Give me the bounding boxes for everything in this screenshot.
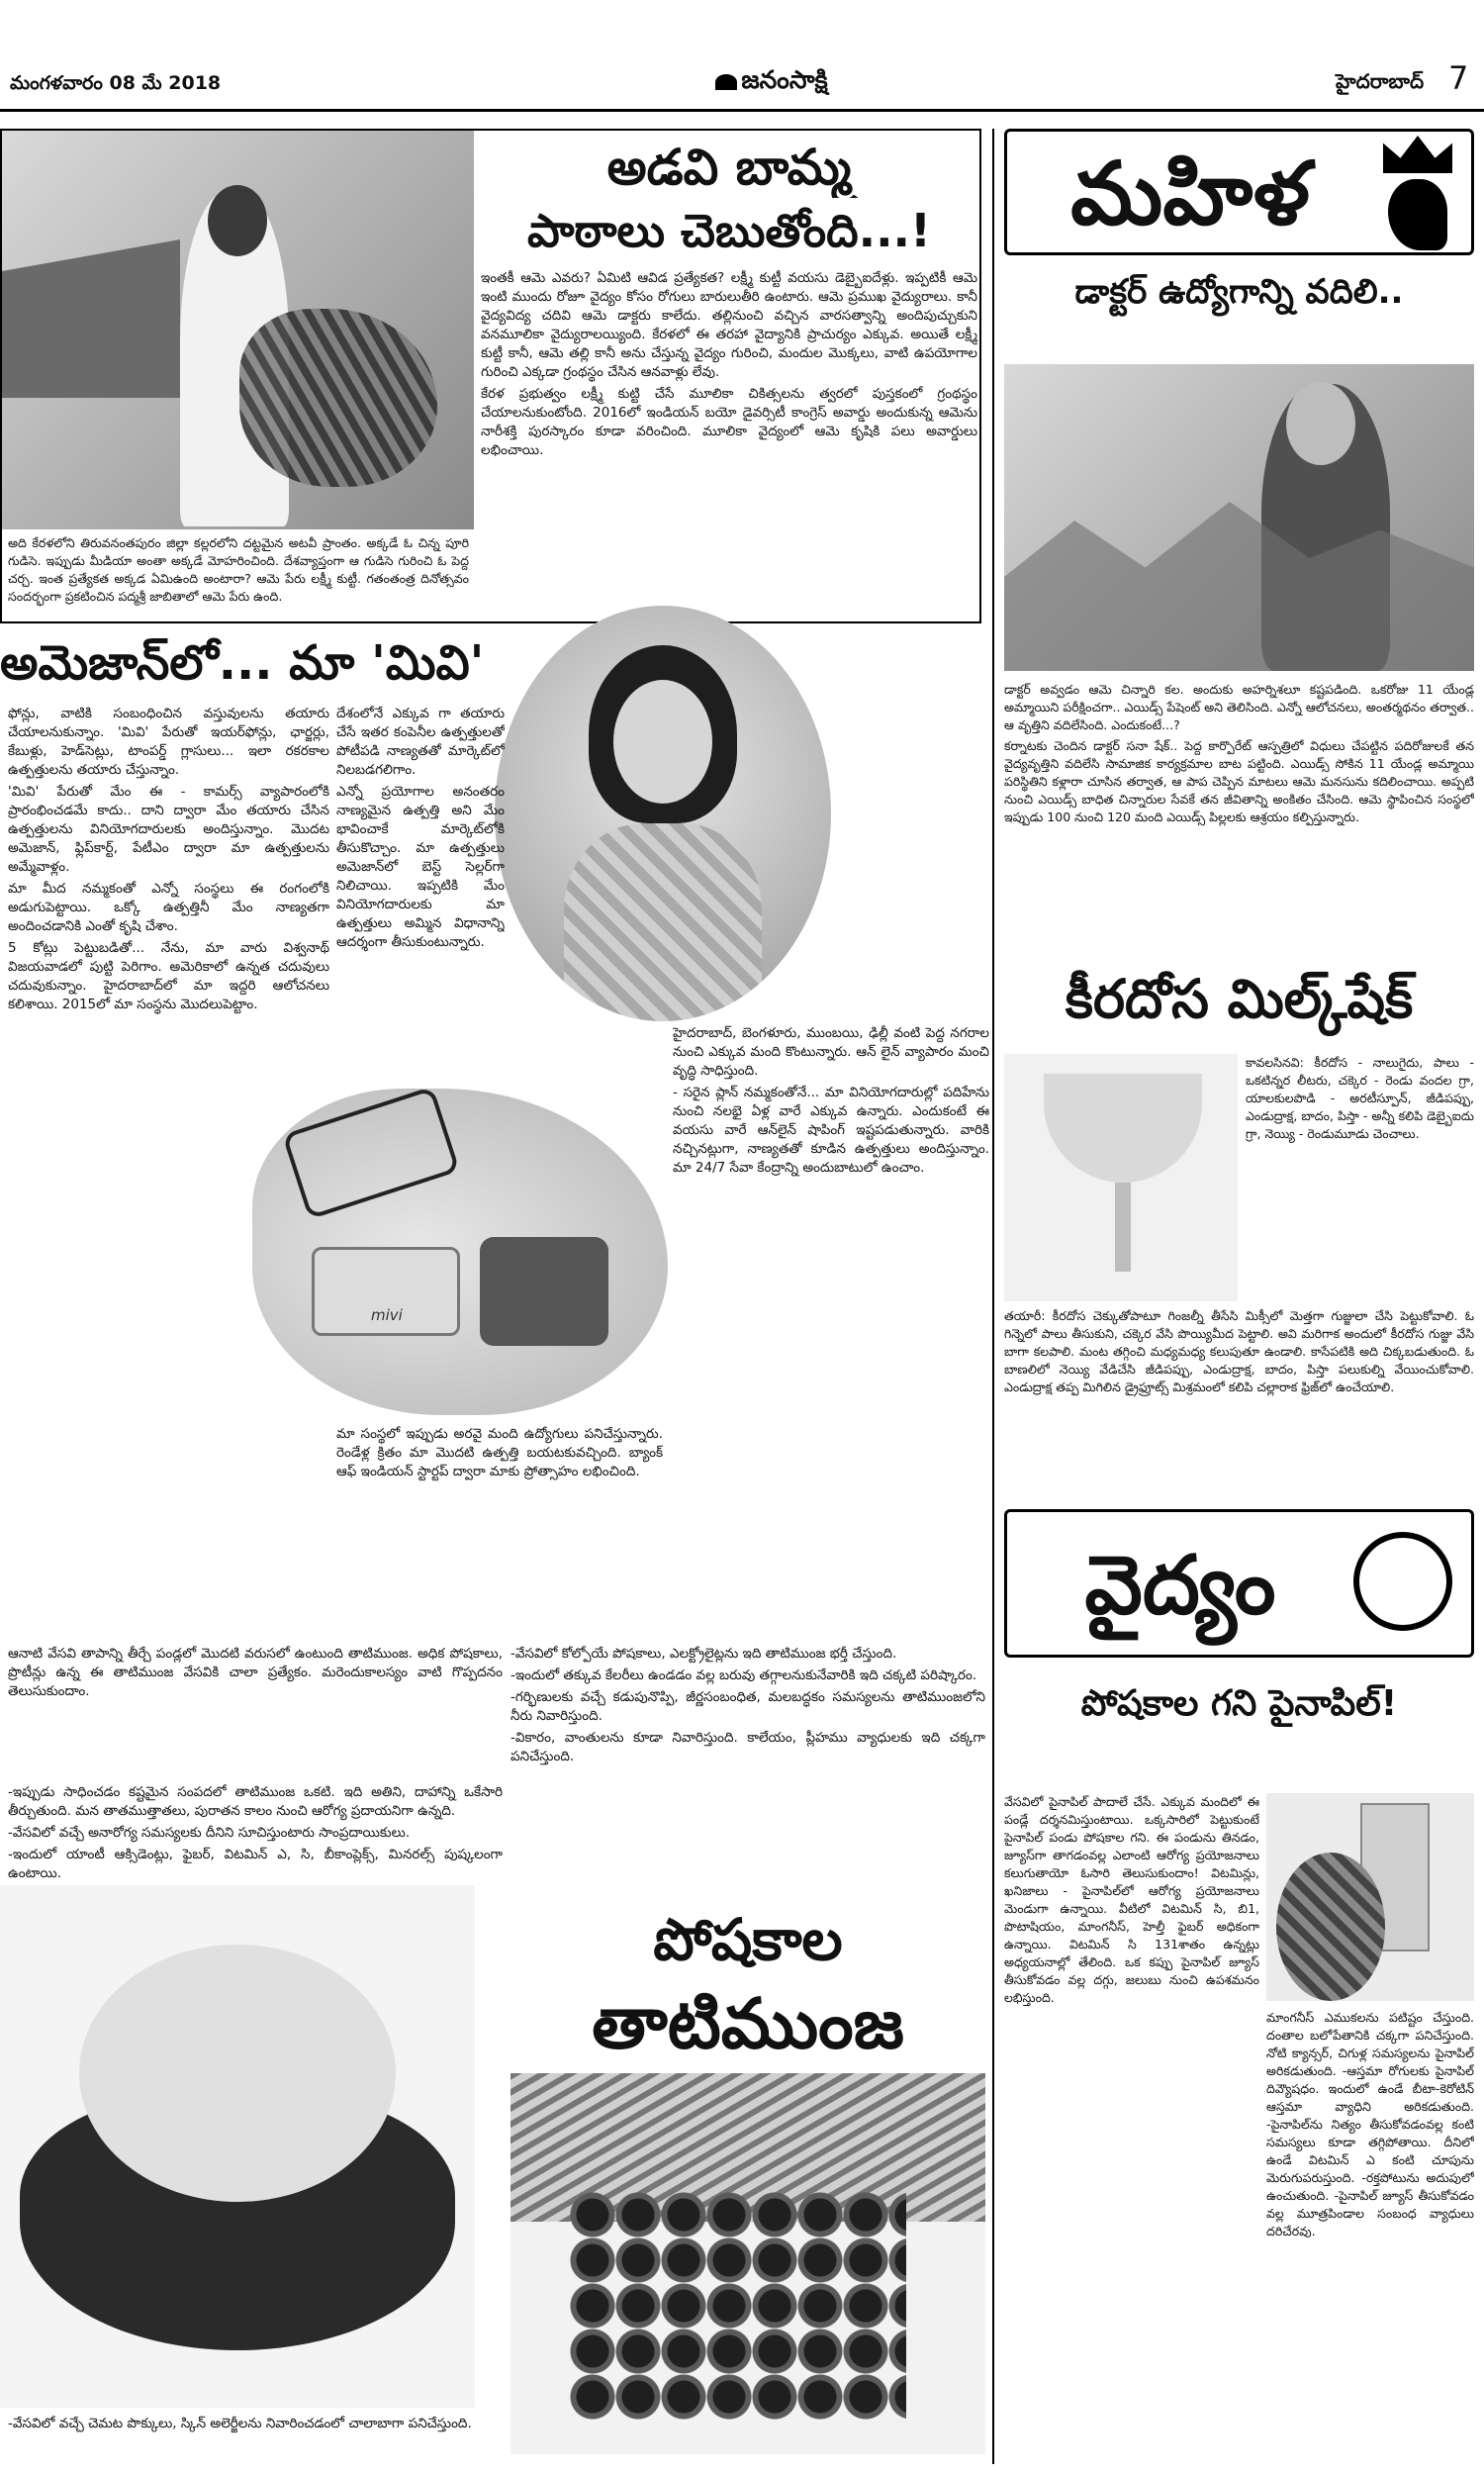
palm-points-left <box>8 1783 503 1882</box>
hut-roof-shape <box>2 239 180 398</box>
health-banner <box>1004 1509 1474 1658</box>
forest-body <box>481 269 977 619</box>
pineapple-shape <box>1276 1853 1385 2001</box>
palm-point: -గర్భిణులకు వచ్చే కడుపునొప్పి, జీర్ణసంబంధిత, మలబద్ధకం సమస్యలను తాటిముంజలోని నీరు నివారిస్తుంది. <box>510 1689 985 1724</box>
glass-shape <box>1044 1074 1202 1183</box>
amazon-paragraph: మా మీద నమ్మకంతో ఎన్నో సంస్థలు ఈ రంగంలోకి అడుగుపెట్టాయి. ఒక్కో ఉత్పత్తినీ మేం నాణ్యతగా అందించడానికి ఎంతో కృషి చేశాం. <box>8 881 329 934</box>
milkshake-method: తయారీ: కీరదోస చెక్కుతోపాటూ గింజల్నీ తీసేసి మిక్సీలో మెత్తగా గుజ్జులా చేసి పెట్టుకోవాలి. ఓ గిన్నెలో పాలు తీసుకుని, చక్కెర వేసి పొయ్యిమీద పెట్టాలి. అవి మరిగాక అందులో కీరదోస గుజ్జు వేసి బాగా కలపాలి. మంట తగ్గించి మధ్యమధ్య కలుపుతూ ఉండాలి. కాసేపటికి అది చిక్కబడుతుంది. ఓ బాణలిలో నెయ్యి వేడిచేసి జీడిపప్పు, ఎండుద్రాక్ష, బాదం, పిస్తా పలుకుల్ని వేయించుకోవాలి. ఎండుద్రాక్ష తప్ప మిగిలిన డ్రైఫ్రూట్స్ మిశ్రమంలో కలిపి చల్లారాక ఫ్రిజ్‌లో ఉంచేయాలి. <box>1004 1308 1474 1394</box>
amazon-paragraph: ఎన్నో ప్రయోగాల అనంతరం నాణ్యమైన ఉత్పత్తి అని మేం భావించాకే మార్కెట్‌లోకి తీసుకొచ్చాం. మా ఉత్పత్తులు అమెజాన్‌లో బెస్ట్ సెల్లర్‌గా నిలిచాయి. ఇప్పటికి మేం వినియోగదారులకు మా ఉత్పత్తులు అమ్మిన విధానాన్ని ఆదర్శంగా తీసుకుంటున్నారు. <box>336 784 505 950</box>
crown-icon <box>1383 136 1452 173</box>
doctor-photo <box>1004 364 1474 671</box>
palm-point: -వేసవిలో వచ్చే అనారోగ్య సమస్యలకు దీనిని సూచిస్తుంటారు సాంప్రదాయికులు. <box>8 1825 411 1841</box>
palm-fruit-photo <box>0 1885 475 2408</box>
palm-point: -ఇందులో తక్కువ కేలరీలు ఉండడం వల్ల బరువు తగ్గాలనుకునేవారికి ఇది చక్కటి పరిష్కారం. <box>510 1667 977 1683</box>
paper-name: జనంసాక్షి <box>741 65 828 94</box>
pineapple-col1: వేసవిలో పైనాపిల్ పాదాలే చేసే. ఎక్కువ మందిలో ఈ పండ్లే దర్శనమిస్తుంటాయి. ఒక్కసారిలో పెట్టుకుంటే పైనాపిల్ పండు పోషకాల గని. ఈ పండును తినడం, జ్యూస్‌గా తాగడంవల్ల ఎలాంటి ఆరోగ్య ప్రయోజనాలు కలుగుతాయో ఓసారి తెలుసుకుందాం! విటమిన్లు, ఖనిజాలు - పైనాపిల్‌లో ఆరోగ్య ప్రయోజనాలు మెండుగా ఉన్నాయి. వీటిలో విటమిన్ సి, బి1, పొటాషియం, మాంగనీస్, హెల్తీ ఫైబర్ అధికంగా ఉన్నాయి. విటమిన్ సి 131శాతం ఉన్నట్లు అధ్యయనాల్లో తేలింది. ఒక కప్పు పైనాపిల్ జ్యూస్ తీసుకోవడం వల్ల దగ్గు, జలుబు నుంచి ఉపశమనం లభిస్తుంది. <box>1004 1794 1259 2005</box>
amazon-title: అమెజాన్‌లో... మా 'మివి' <box>0 635 485 691</box>
fruit-cluster <box>570 2192 906 2420</box>
mahila-section <box>1004 129 1484 346</box>
palm-point: -వికారం, వాంతులను కూడా నివారిస్తుంది. కాలేయం, ప్లీహము వ్యాధులకు ఇది చక్కగా పనిచేస్తుంది. <box>510 1730 985 1764</box>
mahila-subtitle: డాక్టర్ ఉద్యోగాన్ని వదిలి.. <box>1074 272 1404 312</box>
amazon-paragraph: మా సంస్థలో ఇప్పుడు అరవై మంది ఉద్యోగులు పనిచేస్తున్నారు. రెండేళ్ల క్రితం మా మొదటి ఉత్పత్తి బయటకువచ్చింది. బ్యాంక్ ఆఫ్ ఇండియన్ స్టార్టప్ ద్వారా మాకు ప్రోత్సాహం లభించింది. <box>336 1426 663 1479</box>
woman-silhouette-icon <box>1388 179 1447 250</box>
column-divider <box>992 129 994 2464</box>
mivi-products-photo <box>252 1089 668 1415</box>
amazon-paragraph: - సరైన ప్లాన్ నమ్మకంతోనే... మా వినియోగదారుల్లో పదిహేను నుంచి నలభై ఏళ్ల వారే ఎక్కువ ఉన్నారు. ఎందుకంటే ఈ వయసు వారే ఆన్‌లైన్ షాపింగ్ ఇష్టపడుతున్నారు. వారికి నచ్చినట్లుగా, నాణ్యతతో కూడిన ఉత్పత్తులు అందిస్తున్నాం. మా 24/7 సేవా కేంద్రాన్ని అందుబాటులో ఉంచాం. <box>673 1085 989 1176</box>
doctor-paragraph: డాక్టర్ అవ్వడం ఆమె చిన్నారి కల. అందుకు అహర్నిశలూ కష్టపడింది. ఒకరోజు 11 యేండ్ల అమ్మాయిని పరీక్షించగా.. ఎయిడ్స్ పేషెంట్ అని తెలిసింది. ఎన్నో ఆలోచనలు, అంతర్మథనం తర్వాత.. ఆ వృత్తిని వదిలేసింది. ఎందుకంటే...? <box>1004 682 1474 732</box>
page-number: 7 <box>1448 59 1469 97</box>
forest-grandma-photo <box>2 131 474 529</box>
milkshake-title: కీరదోస మిల్క్‌షేక్ <box>1065 968 1414 1030</box>
city-name: హైదరాబాద్ <box>1336 69 1425 93</box>
palm-point: -ఇప్పుడు సాధించడం కష్టమైన సంపదలో తాటిముంజ ఒకటి. ఇది అతిని, దాహాన్ని ఒకేసారి తీర్చుతుంది. మన తాతముత్తాతలు, పురాతన కాలం నుంచి ఆరోగ్య ప్రదాయనిగా ఉన్నది. <box>8 1784 503 1819</box>
palm-title-line2: తాటిముంజ <box>592 1983 904 2064</box>
masthead <box>0 0 1484 117</box>
amazon-paragraph: ఫోన్లు, వాటికి సంబంధించిన వస్తువులను తయారు చేయాలనుకున్నాం. 'మివి' పేరుతో ఇయర్‌ఫోన్లు, ఛార్జర్లు, కేబుళ్లు, హెడ్‌సెట్లు, టాంపర్డ్ గ్లాసులు... ఇలా రకరకాల ఉత్పత్తులను తయారు చేస్తున్నాం. <box>8 706 329 778</box>
glass-stem <box>1115 1183 1131 1272</box>
mahila-banner <box>1004 129 1474 255</box>
pineapple-photo <box>1266 1793 1474 2001</box>
doctor-body <box>1004 681 1474 948</box>
milkshake-ingredients: కావలసినవి: కీరదోస - నాలుగైదు, పాలు - ఒకటిన్నర లీటరు, చక్కెర - రెండు వందల గ్రా, యాలకులపొడి - అరటీస్పూన్, జీడిపప్పు, ఎండుద్రాక్ష, బాదం, పిస్తా - అన్నీ కలిపి డెబ్బైఐదు గ్రా, నెయ్యి - రెండుమూడు చెంచాలు. <box>1246 1055 1474 1141</box>
leaf-branch <box>239 309 437 487</box>
forest-title-line1: అడవి బామ్మ <box>606 139 852 196</box>
amazon-paragraph: దేశంలోనే ఎక్కువ గా తయారు చేసే ఇతర కంపెనీల ఉత్పత్తులతో పోటీపడి నాణ్యతతో మార్కెట్‌లో నిలబడగలిగాం. <box>336 706 505 778</box>
stethoscope-icon <box>1353 1532 1452 1631</box>
palm-intro: ఆనాటి వేసవి తాపాన్ని తీర్చే పండ్లలో మొదటి వరుసలో ఉంటుంది తాటిముంజ. అధిక పోషకాలు, ప్రొటీన్లు ఉన్న ఈ తాటిముంజ వేసవికి చాలా ప్రత్యేకం. మరెందుకాలస్యం వాటి గొప్పదనం తెలుసుకుందాం. <box>8 1646 503 1699</box>
paper-logo <box>673 65 871 101</box>
issue-date: మంగళవారం 08 మే 2018 <box>10 72 222 94</box>
car-charger-shape <box>480 1237 608 1346</box>
fruit-flesh <box>79 1945 396 2202</box>
amazon-col3 <box>673 1024 989 1638</box>
doctor-paragraph: కర్నాటకు చెందిన డాక్టర్ సనా షేక్.. పెద్ద కార్పొరేట్ ఆస్పత్రిలో విధులు చేపట్టిన పదిరోజులకే తన వైద్యవృత్తిని వదిలేసి సామాజిక కార్యక్రమాల బాట పట్టింది. ఎయిడ్స్ సోకిన 11 యేండ్ల అమ్మాయి పరిస్థితిని కళ్లారా చూసిన తర్వాత, ఆ పాప చెప్పిన మాటలు ఆమె మనసును కదిలించాయి. అప్పటి నుంచి ఎయిడ్స్ బాధిత చిన్నారుల సేవకే తన జీవితాన్ని అంకితం చేసింది. ఆమె స్థాపించిన సంస్థలో ఇప్పుడు 100 నుంచి 120 మంది ఎయిడ్స్ పిల్లలకు ఆశ్రయం కల్పిస్తున్నారు. <box>1004 738 1474 824</box>
amazon-col2b <box>336 1425 663 1603</box>
header-rule <box>0 109 1484 112</box>
amazon-paragraph: హైదరాబాద్, బెంగళూరు, ముంబయి, ఢిల్లీ వంటి పెద్ద నగరాల నుంచి ఎక్కువ మంది కొంటున్నారు. ఆన్ లైన్ వ్యాపారం మంచి వృద్ధి సాధిస్తుంది. <box>673 1025 989 1079</box>
mivi-logo: mivi <box>371 1306 403 1324</box>
health-banner-title: వైద్యం <box>1084 1538 1276 1633</box>
forest-paragraph: కేరళ ప్రభుత్వం లక్ష్మీ కుట్టి చేసే మూలికా చికిత్సలను త్వరలో పుస్తకంలో గ్రంథస్థం చేయాలనుకుంటోంది. 2016లో ఇండియన్ బయో డైవర్సిటీ కాంగ్రెస్ అవార్డు అందుకున్న ఆమెను నారీశక్తి పురస్కారం కూడా వరించింది. మూలికా వైద్యంలో ఆమె కృషికి పలు అవార్డులు లభించాయి. <box>481 386 977 458</box>
forest-title-line2: పాఠాలు చెబుతోంది...! <box>526 204 931 257</box>
person-head <box>208 185 267 256</box>
doctor-head <box>1286 382 1355 465</box>
palm-point: -ఇందులో యాంటీ ఆక్సిడెంట్లు, ఫైబర్, విటమిన్ ఎ, సి, బీకాంప్లెక్స్, మినరల్స్ పుష్కలంగా ఉంటాయి. <box>8 1847 503 1881</box>
mahila-banner-title: మహిళ <box>1070 142 1310 244</box>
milkshake-section <box>1004 955 1484 1509</box>
founder-face <box>613 680 712 804</box>
mountains-shape <box>1004 483 1474 671</box>
milkshake-photo <box>1004 1054 1238 1301</box>
amazon-paragraph: 5 కోట్లు పెట్టుబడితో... నేను, మా వారు విశ్వనాథ్ విజయవాడలో పుట్టి పెరిగాం. అమెరికాలో ఉన్నత చదువులు చదువుకున్నాం. హైదరాబాద్‌లో మా ఇద్దరి ఆలోచనలు కలిశాయి. 2015లో మా సంస్థను మొదలుపెట్టాం. <box>8 940 329 1012</box>
palm-points-right <box>510 1645 985 1853</box>
mivi-founder-photo <box>495 606 831 1021</box>
pineapple-col2: మాంగనీస్ ఎముకలను పటిష్టం చేస్తుంది. దంతాల బలోపేతానికి చక్కగా పనిచేస్తుంది. నోటి క్యాన్సర్, చిగుళ్ల సమస్యలను పైనాపిల్ అరికడుతుంది. -ఆస్తమా రోగులకు పైనాపిల్ దివ్యౌషధం. ఇందులో ఉండే బీటా-కెరోటిన్ ఆస్తమా వ్యాధిని అరికడుతుంది. -పైనాపిల్‌ను నిత్యం తీసుకోవడంవల్ల కంటి సమస్యలు కూడా తగ్గిపోతాయి. దీనిలో ఉండే విటమిన్ ఎ కంటి చూపును మెరుగుపరుస్తుంది. -రక్తపోటును అదుపులో ఉంచుతుంది. -పైనాపిల్ జ్యూస్ తీసుకోవడం వల్ల మూత్రపిండాల సంబంధ వ్యాధులు దరిచేరవు. <box>1266 2010 1474 2238</box>
paper-logo-mark-icon <box>715 74 737 90</box>
pineapple-title: పోషకాల గని పైనాపిల్! <box>1080 1683 1398 1724</box>
forest-article <box>0 129 981 623</box>
forest-photo-caption: అది కేరళలోని తిరువనంతపురం జిల్లా కల్లరలోని దట్టమైన అటవీ ప్రాంతం. అక్కడే ఓ చిన్న పూరి గుడిసె. ఇప్పుడు మీడియా అంతా అక్కడే మోహరించింది. దేశవ్యాప్తంగా ఆ గుడిసె గురించి ఓ పెద్ద చర్చ. ఇంత ప్రత్యేకత అక్కడ ఏమిఉంది అంటారా? ఆమె పేరు లక్ష్మీ కుట్టీ. గతంతంత్ర దినోత్సవం సందర్భంగా ప్రకటించిన పద్మశ్రీ జాబితాలో ఆమె పేరు ఉంది. <box>8 535 469 604</box>
palm-tree-photo <box>510 2073 985 2454</box>
palm-point-last: -వేసవిలో వచ్చే చెమట పొక్కులు, స్కిన్ అలెర్జీలను నివారించడంలో చాలాబాగా పనిచేస్తుంది. <box>8 2416 472 2431</box>
founder-dress <box>564 823 762 1021</box>
forest-paragraph: ఇంతకీ ఆమె ఎవరు? ఏమిటి ఆవిడ ప్రత్యేకత? లక్ష్మీ కుట్టీ వయసు డెబ్బైఐదేళ్లు. ఇప్పటికీ ఆమె ఇంటి ముందు రోజూ వైద్యం కోసం రోగులు బారులుతీరి ఉంటారు. ఆమె ప్రముఖ వైద్యురాలు. కానీ వైద్యవిద్య చదివి ఆమె డాక్టరు కాలేదు. తల్లినుంచి వచ్చిన వారసత్వాన్ని అందిపుచ్చుకుని వనమూలికా వైద్యురాలయ్యింది. కేరళలో ఈ తరహా వైద్యానికి ప్రాచుర్యం ఎక్కువ. అయితే లక్ష్మీ కుట్టీ కానీ, ఆమె తల్లి కానీ అను చేస్తున్న వైద్యం గురించి, మందుల మొక్కలు, వాటి ఉపయోగాల గురించి ఎక్కడా గ్రంథస్థం చేసిన ఆనవాళ్లు లేవు. <box>481 270 977 380</box>
amazon-paragraph: 'మివి' పేరుతో మేం ఈ - కామర్స్ వ్యాపారంలోకి ప్రారంభించడమే కాదు.. దాని ద్వారా మేం తయారు చేసిన ఉత్పత్తులను వినియోగదారులకు అందిస్తున్నాం. మొదట అమెజాన్, ఫ్లిప్‌కార్ట్, పేటీఎం ద్వారా మా ఉత్పత్తులను అమ్మేవాళ్లం. <box>8 784 329 875</box>
palm-title-line1: పోషకాల <box>653 1906 843 1973</box>
palm-point: -వేసవిలో కోల్పోయే పోషకాలు, ఎలక్ట్రోలైట్లను ఇది తాటిముంజ భర్తీ చేస్తుంది. <box>510 1646 897 1662</box>
